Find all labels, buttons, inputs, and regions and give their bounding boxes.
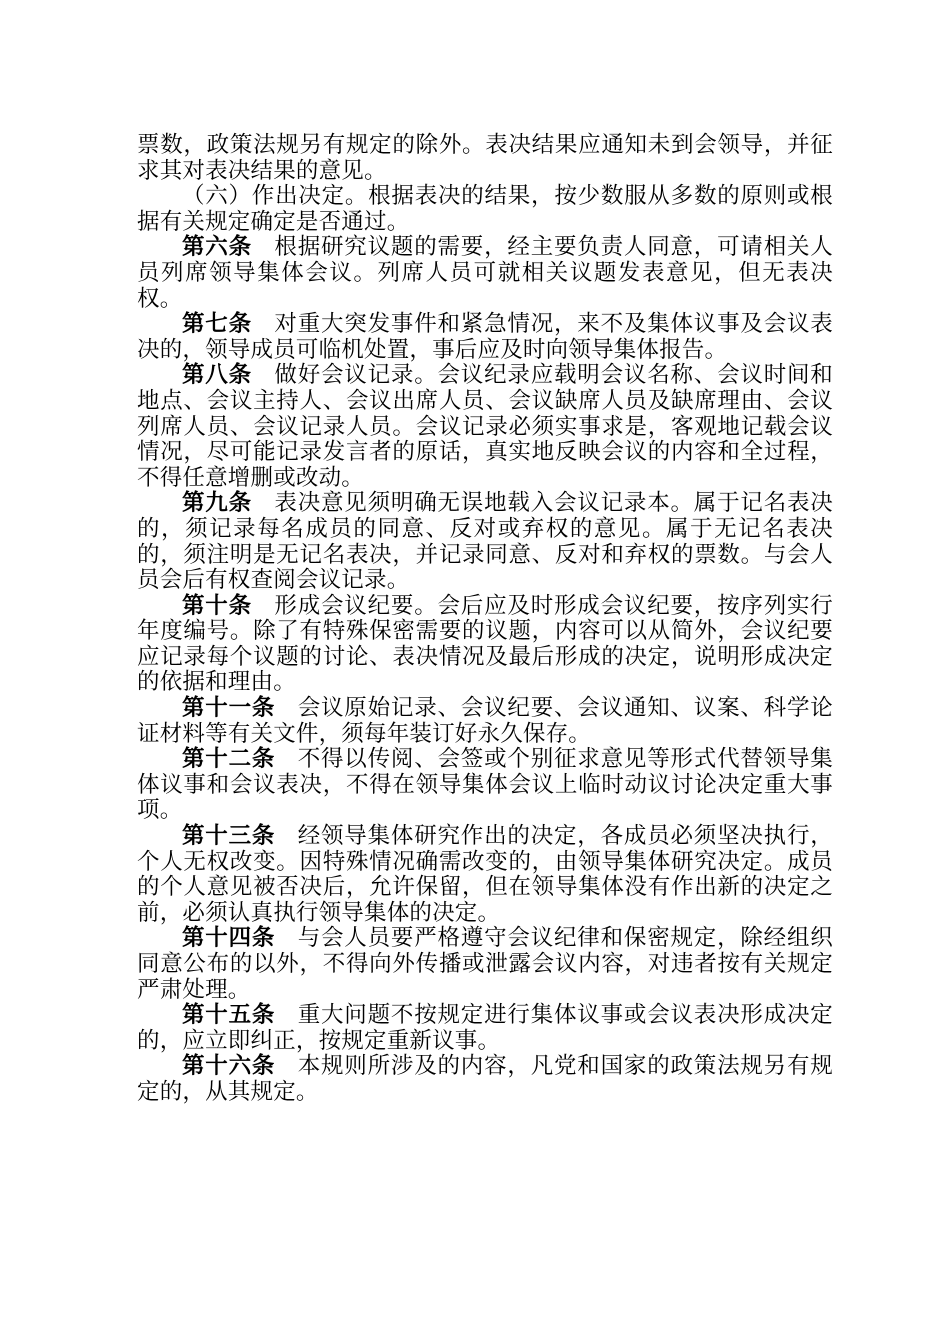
article-16 (137, 1054, 833, 1105)
article-15 (137, 1003, 833, 1054)
paragraph-text: 对重大突发事件和紧急情况，来不及集体议事及会议表决的，领导成员可临机处置，事后应及时向领导集体报告。 (137, 311, 833, 363)
paragraph-text: 会议原始记录、会议纪要、会议通知、议案、科学论证材料等有关文件，须每年装订好永久保存。 (137, 695, 833, 747)
article-number: 第八条 (182, 362, 252, 389)
article-7 (137, 312, 833, 363)
article-number: 第十条 (182, 592, 252, 619)
article-10 (137, 594, 833, 696)
paragraph-text: 与会人员要严格遵守会议纪律和保密规定，除经组织同意公布的以外，不得向外传播或泄露会议内容，对违者按有关规定严肃处理。 (137, 925, 833, 1003)
article-number: 第十一条 (182, 695, 276, 722)
paragraph-text: 形成会议纪要。会后应及时形成会议纪要，按序列实行年度编号。除了有特殊保密需要的议题，内容可以从简外，会议纪要应记录每个议题的讨论、表决情况及最后形成的决定，说明形成决定的依据和理由。 (137, 592, 833, 696)
article-number: 第九条 (182, 490, 252, 517)
article-12 (137, 747, 833, 824)
article-number: 第十二条 (182, 746, 276, 773)
document-body (137, 133, 833, 1106)
paragraph-text: 经领导集体研究作出的决定，各成员必须坚决执行，个人无权改变。因特殊情况确需改变的，由领导集体研究决定。成员的个人意见被否决后，允许保留，但在领导集体没有作出新的决定之前，必须认真执行领导集体的决定。 (137, 823, 833, 926)
article-number: 第六条 (182, 234, 252, 261)
paragraph-2 (137, 184, 833, 235)
article-number: 第七条 (182, 311, 252, 338)
paragraph-text: 本规则所涉及的内容，凡党和国家的政策法规另有规定的，从其规定。 (137, 1053, 833, 1105)
article-8 (137, 363, 833, 491)
article-number: 第十五条 (182, 1002, 276, 1029)
paragraph-text: 不得以传阅、会签或个别征求意见等形式代替领导集体议事和会议表决，不得在领导集体会议上临时动议讨论决定重大事项。 (137, 746, 833, 824)
article-9 (137, 491, 833, 593)
paragraph-1 (137, 133, 833, 184)
paragraph-text: 做好会议记录。会议纪录应载明会议名称、会议时间和地点、会议主持人、会议出席人员、会议缺席人员及缺席理由、会议列席人员、会议记录人员。会议记录必须实事求是，客观地记载会议情况，尽可能记录发言者的原话，真实地反映会议的内容和全过程，不得任意增删或改动。 (137, 362, 833, 491)
paragraph-text: 重大问题不按规定进行集体议事或会议表决形成决定的，应立即纠正，按规定重新议事。 (137, 1002, 833, 1054)
paragraph-text: 票数，政策法规另有规定的除外。表决结果应通知未到会领导，并征求其对表决结果的意见。 (137, 132, 833, 184)
article-14 (137, 926, 833, 1003)
article-11 (137, 696, 833, 747)
article-6 (137, 235, 833, 312)
article-number: 第十四条 (182, 925, 276, 952)
paragraph-text: （六）作出决定。根据表决的结果，按少数服从多数的原则或根据有关规定确定是否通过。 (137, 183, 833, 235)
paragraph-text: 表决意见须明确无误地载入会议记录本。属于记名表决的，须记录每名成员的同意、反对或弃权的意见。属于无记名表决的，须注明是无记名表决，并记录同意、反对和弃权的票数。与会人员会后有权查阅会议记录。 (137, 490, 833, 594)
article-number: 第十六条 (182, 1053, 276, 1080)
article-number: 第十三条 (182, 823, 276, 850)
paragraph-text: 根据研究议题的需要，经主要负责人同意，可请相关人员列席领导集体会议。列席人员可就相关议题发表意见，但无表决权。 (137, 234, 833, 312)
article-13 (137, 824, 833, 926)
